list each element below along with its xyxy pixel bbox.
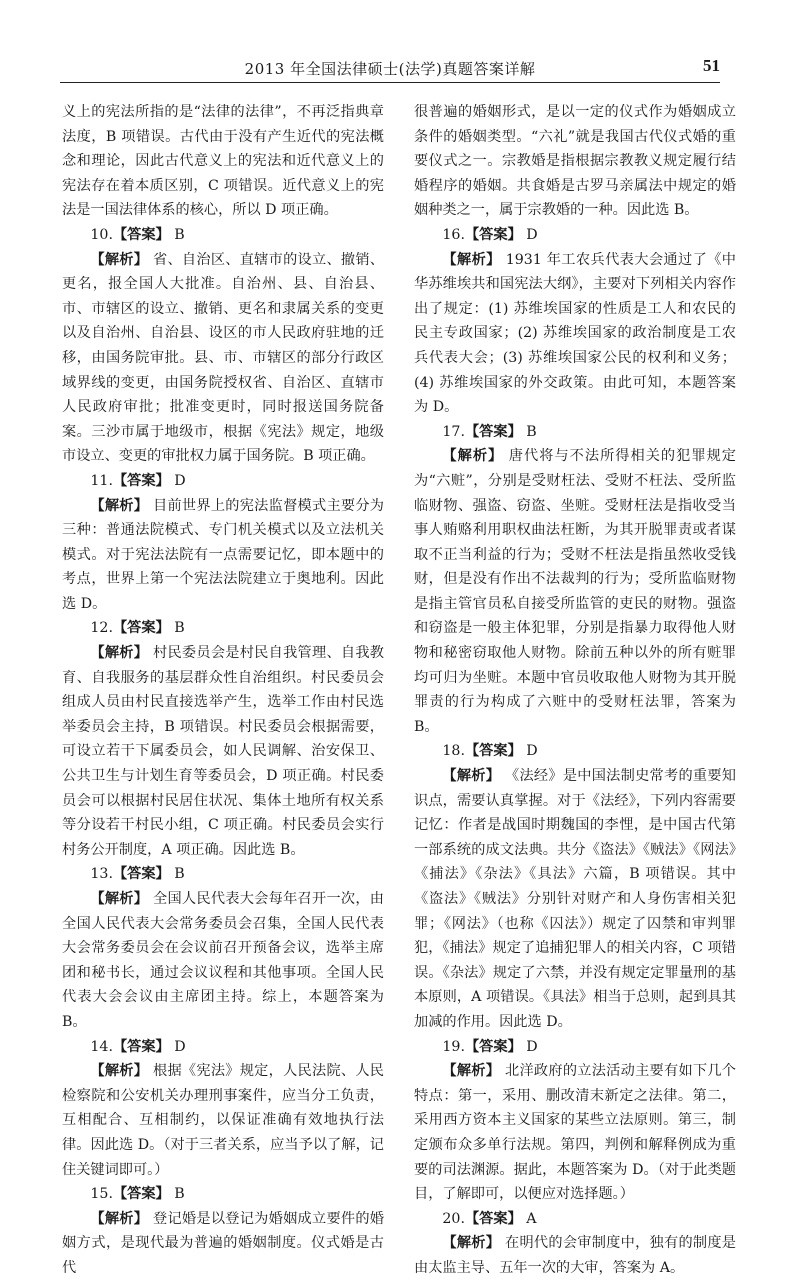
answer-line-10 [62, 223, 384, 248]
answer-value: B [174, 226, 185, 243]
question-number: 18. [442, 743, 465, 760]
answer-label: 【答案】 [464, 423, 522, 440]
right-column [414, 100, 736, 1281]
answer-label: 【答案】 [112, 620, 170, 637]
answer-label: 【答案】 [112, 866, 170, 883]
answer-line-16 [414, 223, 736, 248]
analysis-text: 在明代的会审制度中，独有的制度是由太监主导、五年一次的大审，答案为 A。 [414, 1235, 736, 1276]
answer-line-11 [62, 469, 384, 494]
continued-paragraph: 很普遍的婚姻形式，是以一定的仪式作为婚姻成立条件的婚姻类型。“六礼”就是我国古代仪式婚的重要仪式之一。宗教婚是指根据宗教教义规定履行结婚程序的婚姻。共食婚是古罗马亲属法中规定的婚姻种类之一，属于宗教婚的一种。因此选 B。 [414, 104, 736, 219]
answer-line-14 [62, 1035, 384, 1060]
analysis-text: 省、自治区、直辖市的设立、撤销、更名，报全国人大批准。自治州、县、自治县、市、市辖区的设立、撤销、更名和隶属关系的变更以及自治州、自治县、设区的市人民政府驻地的迁移，由国务院审批。县、市、市辖区的部分行政区域界线的变更，由国务院授权省、自治区、直辖市人民政府审批；批准变更时，同时报送国务院备案。三沙市属于地级市，根据《宪法》规定，地级市设立、变更的审批权力属于国务院。B 项正确。 [62, 251, 384, 465]
analysis-paragraph-19 [414, 1059, 736, 1207]
analysis-paragraph-10 [62, 248, 384, 469]
answer-value: B [526, 423, 537, 440]
answer-line-19 [414, 1035, 736, 1060]
answer-value: B [174, 1186, 185, 1203]
analysis-text: 唐代将与不法所得相关的犯罪规定为“六赃”，分别是受财枉法、受财不枉法、受所监临财物、强盗、窃盗、坐赃。受财枉法是指收受当事人贿赂利用职权曲法枉断，为其开脱罪责或者谋取不正当利益的行为；受财不枉法是指虽然收受钱财，但是没有作出不法裁判的行为；受所监临财物是指主管官员私自接受所监管的吏民的财物。强盗和窃盗是一般主体犯罪，分别是指暴力取得他人财物和秘密窃取他人财物。除前五种以外的所有赃罪均可归为坐赃。本题中官员收取他人财物为其开脱罪责的行为构成了六赃中的受财枉法罪，答案为 B。 [414, 448, 736, 735]
analysis-label: 【解析】 [442, 1235, 501, 1252]
analysis-paragraph-15 [62, 1207, 384, 1281]
analysis-paragraph-11 [62, 494, 384, 617]
answer-line-13 [62, 862, 384, 887]
question-number: 12. [90, 620, 113, 637]
answer-value: D [526, 1038, 538, 1055]
analysis-label: 【解析】 [90, 645, 149, 662]
page-number: 51 [703, 56, 720, 75]
analysis-paragraph-16 [414, 248, 736, 420]
analysis-label: 【解析】 [90, 1210, 149, 1227]
left-column [62, 100, 384, 1281]
analysis-text: 根据《宪法》规定，人民法院、人民检察院和公安机关办理刑事案件，应当分工负责，互相配合、互相制约，以保证准确有效地执行法律。因此选 D。（对于三者关系，应当予以了解，记住关键词即可。） [62, 1063, 384, 1178]
question-number: 15. [90, 1186, 113, 1203]
answer-value: D [174, 472, 186, 489]
analysis-paragraph-20 [414, 1231, 736, 1280]
analysis-label: 【解析】 [442, 448, 504, 465]
analysis-paragraph-12 [62, 641, 384, 862]
page-header [60, 56, 720, 83]
answer-label: 【答案】 [464, 743, 522, 760]
answer-value: B [174, 866, 185, 883]
answer-label: 【答案】 [112, 1038, 170, 1055]
question-number: 17. [442, 423, 465, 440]
analysis-text: 北洋政府的立法活动主要有如下几个特点：第一，采用、删改清末新定之法律。第二，采用西方资本主义国家的某些立法原则。第三，制定颁布众多单行法规。第四，判例和解释例成为重要的司法渊源。据此，本题答案为 D。（对于此类题目，了解即可，以便应对选择题。） [414, 1063, 736, 1203]
analysis-label: 【解析】 [90, 251, 149, 268]
analysis-text: 《法经》是中国法制史常考的重要知识点，需要认真掌握。对于《法经》，下列内容需要记忆：作者是战国时期魏国的李悝，是中国古代第一部系统的成文法典。共分《盗法》《贼法》《网法》《捕法》《杂法》《具法》六篇，B 项错误。其中《盗法》《贼法》分别针对财产和人身伤害相关犯罪；《网法》（也称《囚法》）规定了囚禁和审判罪犯，《捕法》规定了追捕犯罪人的相关内容，C 项错误。《杂法》规定了六禁，并没有规定定罪量刑的基本原则，A 项错误。《具法》相当于总则，起到具其加减的作用。因此选 D。 [414, 768, 736, 1030]
analysis-paragraph-14 [62, 1059, 384, 1182]
question-number: 19. [442, 1038, 465, 1055]
question-number: 10. [90, 226, 113, 243]
analysis-text: 全国人民代表大会每年召开一次，由全国人民代表大会常务委员会召集，全国人民代表大会常务委员会在会议前召开预备会议，选举主席团和秘书长，通过会议议程和其他事项。全国人民代表大会会议由主席团主持。综上，本题答案为 B。 [62, 891, 384, 1030]
analysis-text: 村民委员会是村民自我管理、自我教育、自我服务的基层群众性自治组织。村民委员会组成人员由村民直接选举产生，选举工作由村民选举委员会主持，B 项错误。村民委员会根据需要，可设立若干下属委员会，如人民调解、治安保卫、公共卫生与计划生育等委员会，D 项正确。村民委员会可以根据村民居住状况、集体土地所有权关系等分设若干村民小组，C 项正确。村民委员会实行村务公开制度，A 项正确。因此选 B。 [62, 645, 384, 858]
answer-label: 【答案】 [112, 1186, 170, 1203]
answer-label: 【答案】 [464, 1210, 522, 1227]
continued-paragraph: 义上的宪法所指的是“法律的法律”，不再泛指典章法度，B 项错误。古代由于没有产生近代的宪法概念和理论，因此古代意义上的宪法和近代意义上的宪法存在着本质区别，C 项错误。近代意义上的宪法是一国法律体系的核心，所以 D 项正确。 [62, 104, 384, 219]
analysis-paragraph-17 [414, 444, 736, 739]
answer-line-18 [414, 739, 736, 764]
answer-line-15 [62, 1182, 384, 1207]
answer-value: A [526, 1210, 537, 1227]
analysis-text: 登记婚是以登记为婚姻成立要件的婚姻方式，是现代最为普遍的婚姻制度。仪式婚是古代 [62, 1210, 384, 1276]
analysis-label: 【解析】 [90, 1063, 149, 1080]
answer-label: 【答案】 [112, 226, 170, 243]
answer-value: D [174, 1038, 186, 1055]
analysis-text: 1931 年工农兵代表大会通过了《中华苏维埃共和国宪法大纲》，主要对下列相关内容作出了规定：(1) 苏维埃国家的性质是工人和农民的民主专政国家；(2) 苏维埃国家的政治制度是工农兵代表大会；(3) 苏维埃国家公民的权利和义务；(4) 苏维埃国家的外交政策。由此可知，本题答案为 D。 [414, 251, 736, 416]
analysis-label: 【解析】 [90, 497, 149, 514]
answer-label: 【答案】 [464, 1038, 522, 1055]
question-number: 16. [442, 226, 465, 243]
answer-value: D [526, 226, 538, 243]
answer-line-20 [414, 1207, 736, 1232]
answer-label: 【答案】 [464, 226, 522, 243]
answer-line-17 [414, 420, 736, 445]
answer-value: B [174, 620, 185, 637]
question-number: 20. [442, 1210, 465, 1227]
analysis-label: 【解析】 [442, 1063, 501, 1080]
answer-value: D [526, 743, 538, 760]
analysis-paragraph-13 [62, 887, 384, 1035]
question-number: 14. [90, 1038, 113, 1055]
analysis-label: 【解析】 [442, 768, 501, 785]
answer-label: 【答案】 [112, 472, 170, 489]
analysis-label: 【解析】 [442, 251, 501, 268]
question-number: 11. [90, 472, 113, 489]
analysis-label: 【解析】 [90, 891, 149, 907]
running-title: 2013 年全国法律硕士(法学)真题答案详解 [244, 60, 536, 78]
analysis-paragraph-18 [414, 764, 736, 1035]
analysis-text: 目前世界上的宪法监督模式主要分为三种：普通法院模式、专门机关模式以及立法机关模式。对于宪法法院有一点需要记忆，即本题中的考点，世界上第一个宪法法院建立于奥地利。因此选 D。 [62, 497, 384, 612]
question-number: 13. [90, 866, 113, 883]
answer-line-12 [62, 616, 384, 641]
